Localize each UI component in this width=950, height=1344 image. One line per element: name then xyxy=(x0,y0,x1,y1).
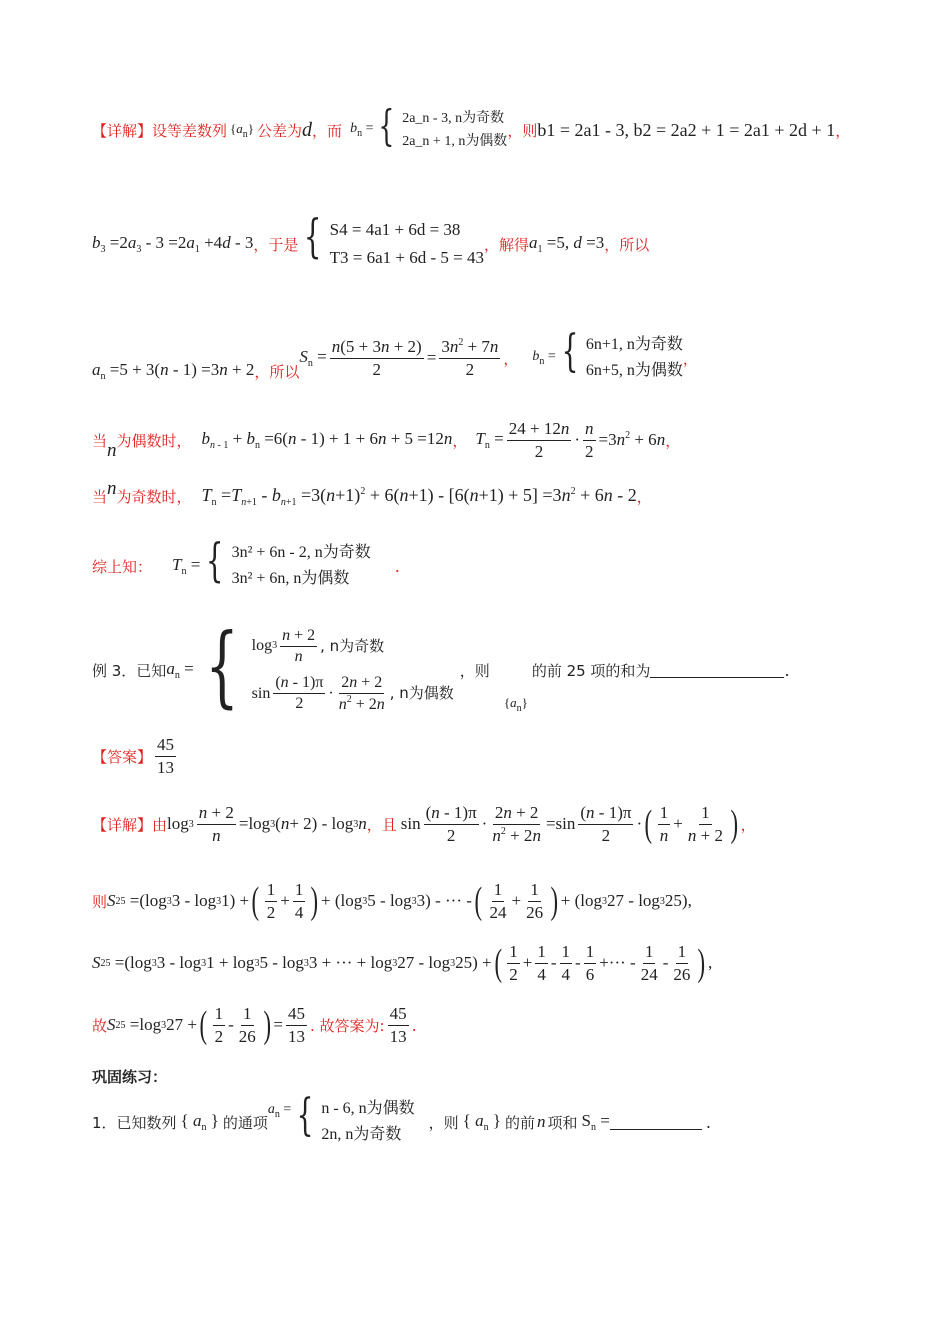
detail2-ze: 则 xyxy=(92,892,108,911)
text-end: ， xyxy=(682,349,698,368)
final-answer-den: 13 xyxy=(389,1026,407,1046)
detail-line-even xyxy=(92,418,680,462)
q1-case-even: n - 6, n为偶数 xyxy=(321,1099,415,1117)
b-n-case-even: 2a_n + 1, n为偶数 xyxy=(402,134,508,149)
tn-case-even: 3n² + 6n, n为偶数 xyxy=(231,570,350,587)
even-comma: ， xyxy=(452,431,468,450)
tn-summary-label: $T_n$ = xyxy=(172,555,201,577)
var-d: d xyxy=(302,118,313,141)
detail2-line-1 xyxy=(92,796,756,852)
detail2-line-2 xyxy=(92,876,692,926)
q1-ze: ，则 xyxy=(428,1113,459,1132)
ex3-end: . xyxy=(784,660,790,680)
tn-even-label: $T_n$ = xyxy=(475,429,504,451)
detail-line-odd xyxy=(92,478,652,514)
detail2-gu-tail: . 故答案为: xyxy=(310,1016,385,1035)
tn-piecewise: { 3n² + 6n - 2, n为奇数 3n² + 6n, n为偶数 xyxy=(200,540,370,593)
tn-even-frac-1: $\frac{24 + 12n}{2}$ xyxy=(508,419,570,461)
comma: ， xyxy=(740,815,756,834)
q1-start: 1．已知数列 xyxy=(92,1113,177,1132)
bn-label-2: $b_n$ = xyxy=(532,349,556,367)
formula-an: $a_n =5 + 3(n - 1) =3n + 2$ xyxy=(92,360,255,382)
text-suoyi-2: ，所以 xyxy=(254,363,300,381)
var-n: n xyxy=(107,440,117,461)
var-n: n xyxy=(107,478,117,499)
b-n-case-odd: 2a_n - 3, n为奇数 xyxy=(402,110,505,126)
sin-identity: sin $\frac{(n - 1)\pi}{2}$ · $\frac{2n + 2}{n^2 + 2n}$ =sin $\frac{(n - 1)\pi}{2}$ · ( $\frac{1}{n}$ + $\frac{1}{n + 2}$ ) xyxy=(400,803,739,845)
system-s4-t3: { S4 = 4a1 + 6d = 38 T3 = 6a1 + 6d - 5 = 43 xyxy=(298,216,484,272)
detail2-you: 由 xyxy=(152,815,168,834)
answer-line xyxy=(92,734,179,778)
sn-frac-2: $\frac{3n^2 + 7n}{2}$ xyxy=(441,337,499,379)
even-dang: 当 xyxy=(92,431,108,450)
detail-line-3 xyxy=(92,325,698,386)
var-n: n xyxy=(537,1112,546,1131)
detail-line-2 xyxy=(92,208,650,272)
answer-den: 13 xyxy=(157,757,175,777)
detail-label: 【详解】 xyxy=(92,121,153,140)
text-yushi: ，于是 xyxy=(253,235,299,254)
ex3-case-even: sin $\frac{(n - 1)\pi}{2}$ · $\frac{2n + 2}{n^2 + 2n}$ , n为偶数 xyxy=(251,673,454,713)
example3-title: 例 3．已知 xyxy=(92,661,167,680)
detail2-gu: 故 xyxy=(92,1016,108,1035)
practice-title: 巩固练习： xyxy=(92,1068,168,1086)
text-comma: ， xyxy=(503,349,519,368)
bn-piecewise-2: { 6n+1, n为奇数 6n+5, n为偶数 xyxy=(556,332,683,385)
ex3-ze: ，则 xyxy=(459,661,490,680)
answer-frac xyxy=(155,734,176,778)
detail2-qie: ，且 xyxy=(366,815,397,834)
detail2-label: 【详解】 xyxy=(92,815,153,834)
answer-blank-q1[interactable] xyxy=(610,1115,702,1130)
an-piecewise-q1: { n - 6, n为偶数 2n, n为奇数 xyxy=(291,1096,414,1149)
detail-text-3: ，而 xyxy=(312,121,343,140)
formula-tn-odd: $T_n =T_{n+1} - b_{n+1} =3(n+1)^2 + 6(n+1) - [6(n+1) + 5] =3n^2 + 6n - 2$ xyxy=(201,484,637,508)
odd-comma: ， xyxy=(636,487,652,506)
s25-expansion-2: S 25 =(log 3 3 - log 3 1 + log 3 5 - log 3 3 + ··· + log 3 27 - log 3 25) + ( $\frac{1}{2}$ + $\frac{1}{4}$ - $\frac{1}{4}$ - $\frac{1}{6}$ +··· - $\frac{1}{24}$ - $\frac{1}{26}$ ) , xyxy=(92,942,713,984)
an-label-ex3: $a_n$ = xyxy=(166,659,194,681)
eq-t3: T3 = 6a1 + 6d - 5 = 43 xyxy=(329,248,485,267)
an-piecewise-ex3: { log 3 $\frac{n + 2}{n}$ , n为奇数 sin $\frac{(n - 1)\pi}{2}$ · $\frac{2n + 2}{n^2 + 2n}$ , n为偶数 xyxy=(204,613,454,717)
period: . xyxy=(411,1015,417,1035)
solution-a1-d: $a_1 =5$, d =3 xyxy=(529,233,605,255)
b-n-piecewise: { 2a_n - 3, n为奇数 2a_n + 1, n为偶数 xyxy=(373,107,507,153)
summary-label: 综上知： xyxy=(92,557,153,576)
formula-b1-b2: b1 = 2a1 - 3, b2 = 2a2 + 1 = 2a1 + 2d + 1 xyxy=(537,119,836,140)
seq-a-n: $\{a_n\}$ xyxy=(230,120,255,140)
bn-case-even-2: 6n+5, n为偶数 xyxy=(585,362,683,379)
q1-tail2: 项和 xyxy=(547,1113,578,1132)
equals: = xyxy=(426,348,437,367)
detail-text-1: 设等差数列 xyxy=(152,121,228,140)
sn-label: $S_n$ = xyxy=(299,347,327,369)
seq-a-n-q1: { $a_n$ } xyxy=(180,1111,219,1133)
text-jiede: ，解得 xyxy=(484,235,530,254)
even-cond: 为偶数时， xyxy=(116,431,192,450)
eq-s4: S4 = 4a1 + 6d = 38 xyxy=(329,219,461,239)
odd-cond: 为奇数时， xyxy=(116,487,192,506)
ex3-case-odd: log 3 $\frac{n + 2}{n}$ , n为奇数 xyxy=(251,626,385,665)
seq-a-n-q1-2: { $a_n$ } xyxy=(462,1111,502,1133)
final-answer-frac xyxy=(388,1003,409,1047)
formula-b3: $b_3 =2a_3 - 3 =2a_1 +4d - 3$ xyxy=(92,233,254,255)
comma: ， xyxy=(835,121,851,140)
q1-end: . xyxy=(705,1112,711,1132)
answer-label: 【答案】 xyxy=(92,747,153,766)
detail2-line-3 xyxy=(92,938,712,988)
ex3-odd-tail: , n为奇数 xyxy=(320,636,385,655)
ex3-even-tail: , n为偶数 xyxy=(389,684,454,702)
period: . xyxy=(394,556,400,576)
detail-text-2: 公差为 xyxy=(257,121,303,140)
tn-even-frac-2: $\frac{n}{2}$ xyxy=(585,419,594,461)
odd-dang: 当 xyxy=(92,487,108,506)
text-suoyi: ，所以 xyxy=(604,235,650,254)
final-answer-num: 45 xyxy=(388,1003,409,1025)
formula-bn-sum: $b_{n - 1} + b_n =6(n - 1) + 1 + 6n + 5 =12n$ xyxy=(201,429,453,451)
sn-frac-1: $\frac{n(5 + 3n + 2)}{2}$ xyxy=(331,337,422,379)
comma: ， xyxy=(665,431,681,450)
ex3-qian: 的前 25 项的和为 xyxy=(531,661,651,680)
bn-case-odd-2: 6n+1, n为奇数 xyxy=(585,335,683,353)
log-identity: log 3 $\frac{n + 2}{n}$ =log 3 ( n + 2) - log 3 n xyxy=(167,803,367,845)
detail-text-4: ，则 xyxy=(507,121,538,140)
q1-case-odd: 2n, n为奇数 xyxy=(321,1126,402,1143)
q1-mid: 的通项 xyxy=(222,1113,268,1132)
an-label-q1: $a_n$ = xyxy=(267,1102,292,1120)
example3-line xyxy=(92,613,790,718)
q1-tail: 的前 xyxy=(505,1113,536,1132)
detail2-line-4 xyxy=(92,1000,417,1050)
sn-label-q1: $S_n$ = xyxy=(581,1111,610,1133)
detail-line-1 xyxy=(92,100,851,156)
answer-num: 45 xyxy=(155,734,176,756)
b-n-def: $b_n$ = xyxy=(350,121,374,139)
tn-case-odd: 3n² + 6n - 2, n为奇数 xyxy=(231,543,371,561)
dot: · xyxy=(574,430,580,449)
seq-a-n-ex3: $\{a_n\}$ xyxy=(503,695,528,714)
answer-blank-ex3[interactable] xyxy=(650,663,784,678)
tn-even-result: $=3n^2 + 6n$ xyxy=(598,430,666,449)
summary-line xyxy=(92,532,400,592)
s25-expansion-1: S 25 =(log 3 3 - log 3 1) + ( $\frac{1}{2}$ + $\frac{1}{4}$ ) + (log 3 5 - log 3 3) - ··· - ( $\frac{1}{24}$ + $\frac{1}{26}$ ) + (log 3 27 - log 3 25), xyxy=(107,880,692,922)
practice-q1 xyxy=(92,1089,711,1148)
s25-final: S 25 =log 3 27 + ( $\frac{1}{2}$ - $\frac{1}{26}$ ) = $\frac{45}{13}$ xyxy=(107,1004,305,1046)
